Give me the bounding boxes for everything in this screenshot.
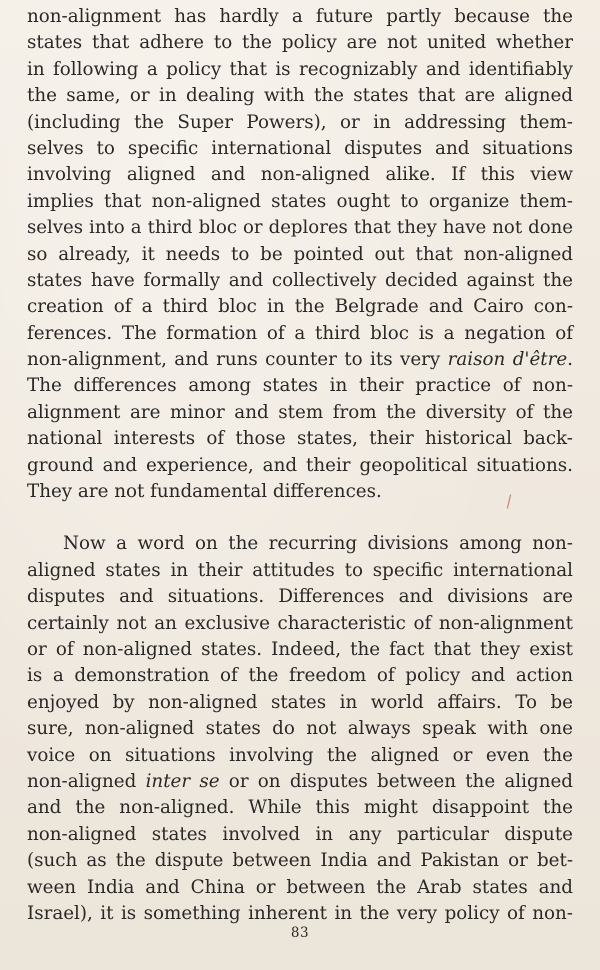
text-line: the same, or in dealing with the states that are aligned [27,85,573,107]
page-number: 83 [290,925,310,941]
pencil-mark-icon [506,494,512,510]
text-line: ween India and China or between the Arab states and [27,876,573,898]
text-line: sure, non-aligned states do not always speak with one [27,718,573,740]
text-line: national interests of those states, their historical back- [27,428,573,450]
text-line: states have formally and collectively decided against the [27,269,573,291]
text-line: voice on situations involving the aligned or even the [27,744,573,766]
text-line: aligned states in their attitudes to specific international [27,559,573,581]
text-line: Israel), it is something inherent in the very policy of non- [27,902,573,924]
text-line: implies that non-aligned states ought to organize them- [27,190,573,212]
body-text [27,4,573,927]
text-line: non-aligned inter se or on disputes between the aligned [27,770,573,792]
text-line: (such as the dispute between India and Pakistan or bet- [27,850,573,872]
text-line: ground and experience, and their geopolitical situations. [27,454,573,476]
text-line: They are not fundamental differences. [27,481,382,503]
text-line: in following a policy that is recognizably and identifiably [27,58,573,80]
text-line: is a demonstration of the freedom of policy and action [27,665,573,687]
text-line: non-alignment, and runs counter to its very raison d'être. [27,349,573,371]
text-line: certainly not an exclusive characteristic of non-alignment [27,612,573,634]
text-line: (including the Super Powers), or in addressing them- [27,111,573,133]
text-line: alignment are minor and stem from the diversity of the [27,401,573,423]
text-line: The differences among states in their practice of non- [27,375,573,397]
paragraph-1 [27,4,573,505]
text-line: creation of a third bloc in the Belgrade and Cairo con- [27,296,573,318]
text-line: selves into a third bloc or deplores that they have not done [27,217,573,239]
text-line: non-aligned states involved in any particular dispute [27,823,573,845]
text-line: or of non-aligned states. Indeed, the fact that they exist [27,638,573,660]
paragraph-2 [27,531,573,927]
text-line: so already, it needs to be pointed out that non-aligned [27,243,573,265]
text-line: Now a word on the recurring divisions among non- [63,533,573,555]
text-line: non-alignment has hardly a future partly because the [27,6,573,27]
text-line: disputes and situations. Differences and divisions are [27,586,573,608]
text-line: ferences. The formation of a third bloc is a negation of [27,322,573,344]
paragraph-spacer [27,505,573,531]
text-line: selves to specific international disputes and situations [27,137,573,159]
text-line: enjoyed by non-aligned states in world affairs. To be [27,691,573,713]
text-line: involving aligned and non-aligned alike. If this view [27,164,573,186]
text-line: and the non-aligned. While this might disappoint the [27,797,573,819]
text-line: states that adhere to the policy are not united whether [27,32,573,54]
